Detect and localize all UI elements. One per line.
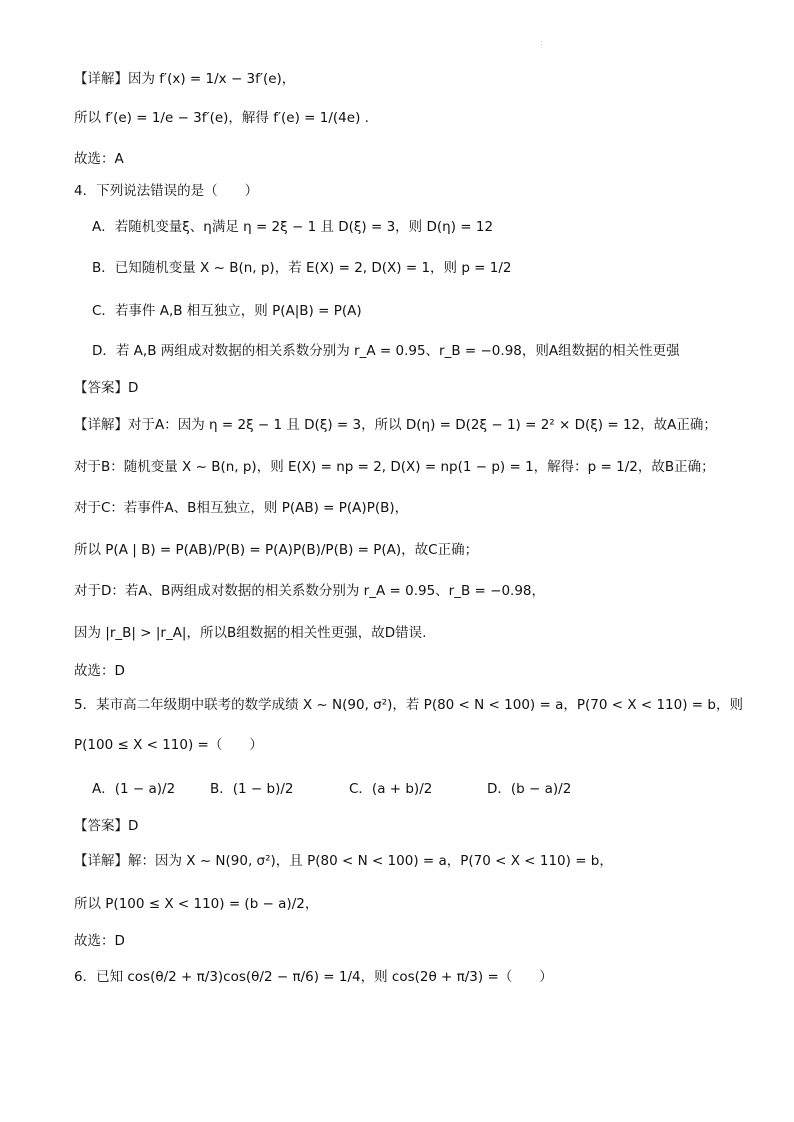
question-4-explain-b: 对于B：随机变量 X ~ B(n, p)，则 E(X) = np = 2, D(X) = np(1 − p) = 1，解得：p = 1/2，故B正确； <box>74 459 715 475</box>
choose-answer-4: 故选：D <box>74 663 125 679</box>
question-5-explain-2: 所以 P(100 ≤ X < 110) = (b − a)/2， <box>74 896 319 912</box>
choose-answer-5: 故选：D <box>74 933 125 949</box>
explanation-line-1: 【详解】因为 f′(x) = 1/x − 3f′(e)， <box>74 71 296 87</box>
question-4-option-b: B．已知随机变量 X ~ B(n, p)，若 E(X) = 2, D(X) = 1，则 p = 1/2 <box>92 260 512 276</box>
question-5-option-d: D．(b − a)/2 <box>487 781 572 797</box>
question-5-option-c: C．(a + b)/2 <box>349 781 433 797</box>
question-4-explain-d1: 对于D：若A、B两组成对数据的相关系数分别为 r_A = 0.95、r_B = −0.98， <box>74 583 545 599</box>
question-4-stem: 4．下列说法错误的是（ ） <box>74 183 259 199</box>
question-5-stem-cont: P(100 ≤ X < 110) =（ ） <box>74 737 263 753</box>
question-4-explain-c1: 对于C：若事件A、B相互独立，则 P(AB) = P(A)P(B)， <box>74 500 409 516</box>
question-4-explain-d2: 因为 |r_B| > |r_A|，所以B组数据的相关性更强，故D错误. <box>74 625 427 641</box>
question-4-answer: 【答案】D <box>74 380 139 396</box>
page-mark: : <box>540 38 543 47</box>
question-4-explain-a: 【详解】对于A：因为 η = 2ξ − 1 且 D(ξ) = 3，所以 D(η) = D(2ξ − 1) = 2² × D(ξ) = 12，故A正确； <box>74 417 717 433</box>
choose-answer-3: 故选：A <box>74 151 124 167</box>
question-5-explain-1: 【详解】解：因为 X ~ N(90, σ²)，且 P(80 < N < 100) = a，P(70 < X < 110) = b， <box>74 853 613 869</box>
question-4-option-a: A．若随机变量ξ、η满足 η = 2ξ − 1 且 D(ξ) = 3，则 D(η) = 12 <box>92 219 494 235</box>
question-5-option-b: B．(1 − b)/2 <box>210 781 294 797</box>
question-4-option-d: D．若 A,B 两组成对数据的相关系数分别为 r_A = 0.95、r_B = −0.98，则A组数据的相关性更强 <box>92 343 680 359</box>
explanation-line-2: 所以 f′(e) = 1/e − 3f′(e)，解得 f′(e) = 1/(4e) . <box>74 110 369 126</box>
question-5-option-a: A．(1 − a)/2 <box>92 781 176 797</box>
question-4-explain-c2: 所以 P(A | B) = P(AB)/P(B) = P(A)P(B)/P(B) = P(A)，故C正确； <box>74 542 479 558</box>
question-5-stem: 5．某市高二年级期中联考的数学成绩 X ~ N(90, σ²)，若 P(80 < N < 100) = a，P(70 < X < 110) = b，则 <box>74 697 743 713</box>
question-5-answer: 【答案】D <box>74 818 139 834</box>
question-4-option-c: C．若事件 A,B 相互独立，则 P(A|B) = P(A) <box>92 303 362 319</box>
question-6-stem: 6．已知 cos(θ/2 + π/3)cos(θ/2 − π/6) = 1/4，则 cos(2θ + π/3) =（ ） <box>74 969 553 985</box>
